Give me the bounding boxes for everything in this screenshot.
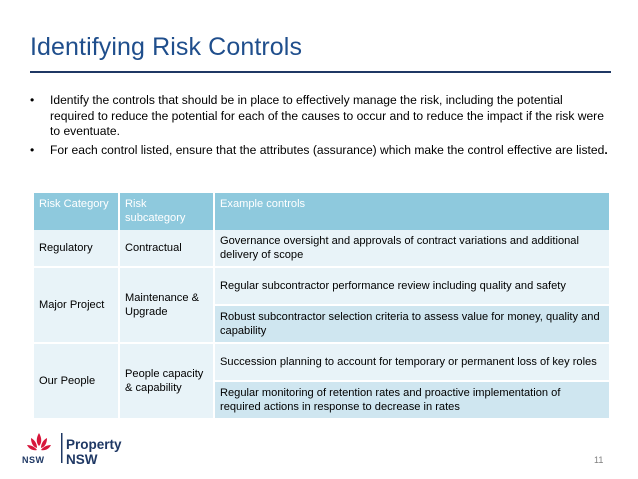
cell-subcategory: Contractual: [119, 230, 214, 267]
cell-category: Our People: [34, 343, 119, 419]
title-underline: [30, 71, 611, 73]
bullet-marker: •: [30, 93, 35, 107]
table-row: [34, 267, 609, 305]
table-header-row: [34, 193, 609, 230]
waratah-icon: [27, 433, 51, 450]
header-example-controls: Example controls: [214, 193, 609, 230]
bullet-text: For each control listed, ensure that the attributes (assurance) which make the control effective are listed: [50, 142, 605, 157]
cell-control: Governance oversight and approvals of contract variations and additional delivery of scope: [214, 230, 609, 267]
header-risk-subcategory: Risk subcategory: [119, 193, 214, 230]
bullet-marker: •: [30, 142, 35, 157]
risk-controls-table: [34, 193, 609, 420]
bullet-end-period: .: [604, 142, 608, 157]
cell-control: Regular subcontractor performance review including quality and safety: [214, 267, 609, 305]
bullet-list: [28, 93, 608, 161]
bullet-item: [28, 143, 608, 159]
cell-control: Succession planning to account for temporary or permanent loss of key roles: [214, 343, 609, 381]
table-row: [34, 230, 609, 267]
cell-control: Regular monitoring of retention rates and proactive implementation of required actions in response to decrease in rates: [214, 381, 609, 419]
cell-category: Major Project: [34, 267, 119, 343]
page-number: 11: [594, 455, 604, 465]
bullet-text: Identify the controls that should be in place to effectively manage the risk, including the potential required to reduce the potential for each of the causes to occur and to reduce the impact if the risk were to eventuate.: [50, 93, 604, 138]
cell-control: Robust subcontractor selection criteria to assess value for money, quality and capability: [214, 305, 609, 343]
cell-subcategory: Maintenance & Upgrade: [119, 267, 214, 343]
slide-title: Identifying Risk Controls: [30, 33, 303, 61]
header-risk-category: Risk Category: [34, 193, 119, 230]
table-row: [34, 343, 609, 381]
bullet-item: [28, 93, 608, 140]
nsw-mark: NSW: [22, 455, 45, 465]
logo-divider: [61, 433, 63, 463]
wordmark-line1: Property: [66, 437, 122, 452]
cell-category: Regulatory: [34, 230, 119, 267]
wordmark-line2: NSW: [66, 452, 98, 467]
cell-subcategory: People capacity & capability: [119, 343, 214, 419]
property-nsw-wordmark: [66, 437, 122, 467]
